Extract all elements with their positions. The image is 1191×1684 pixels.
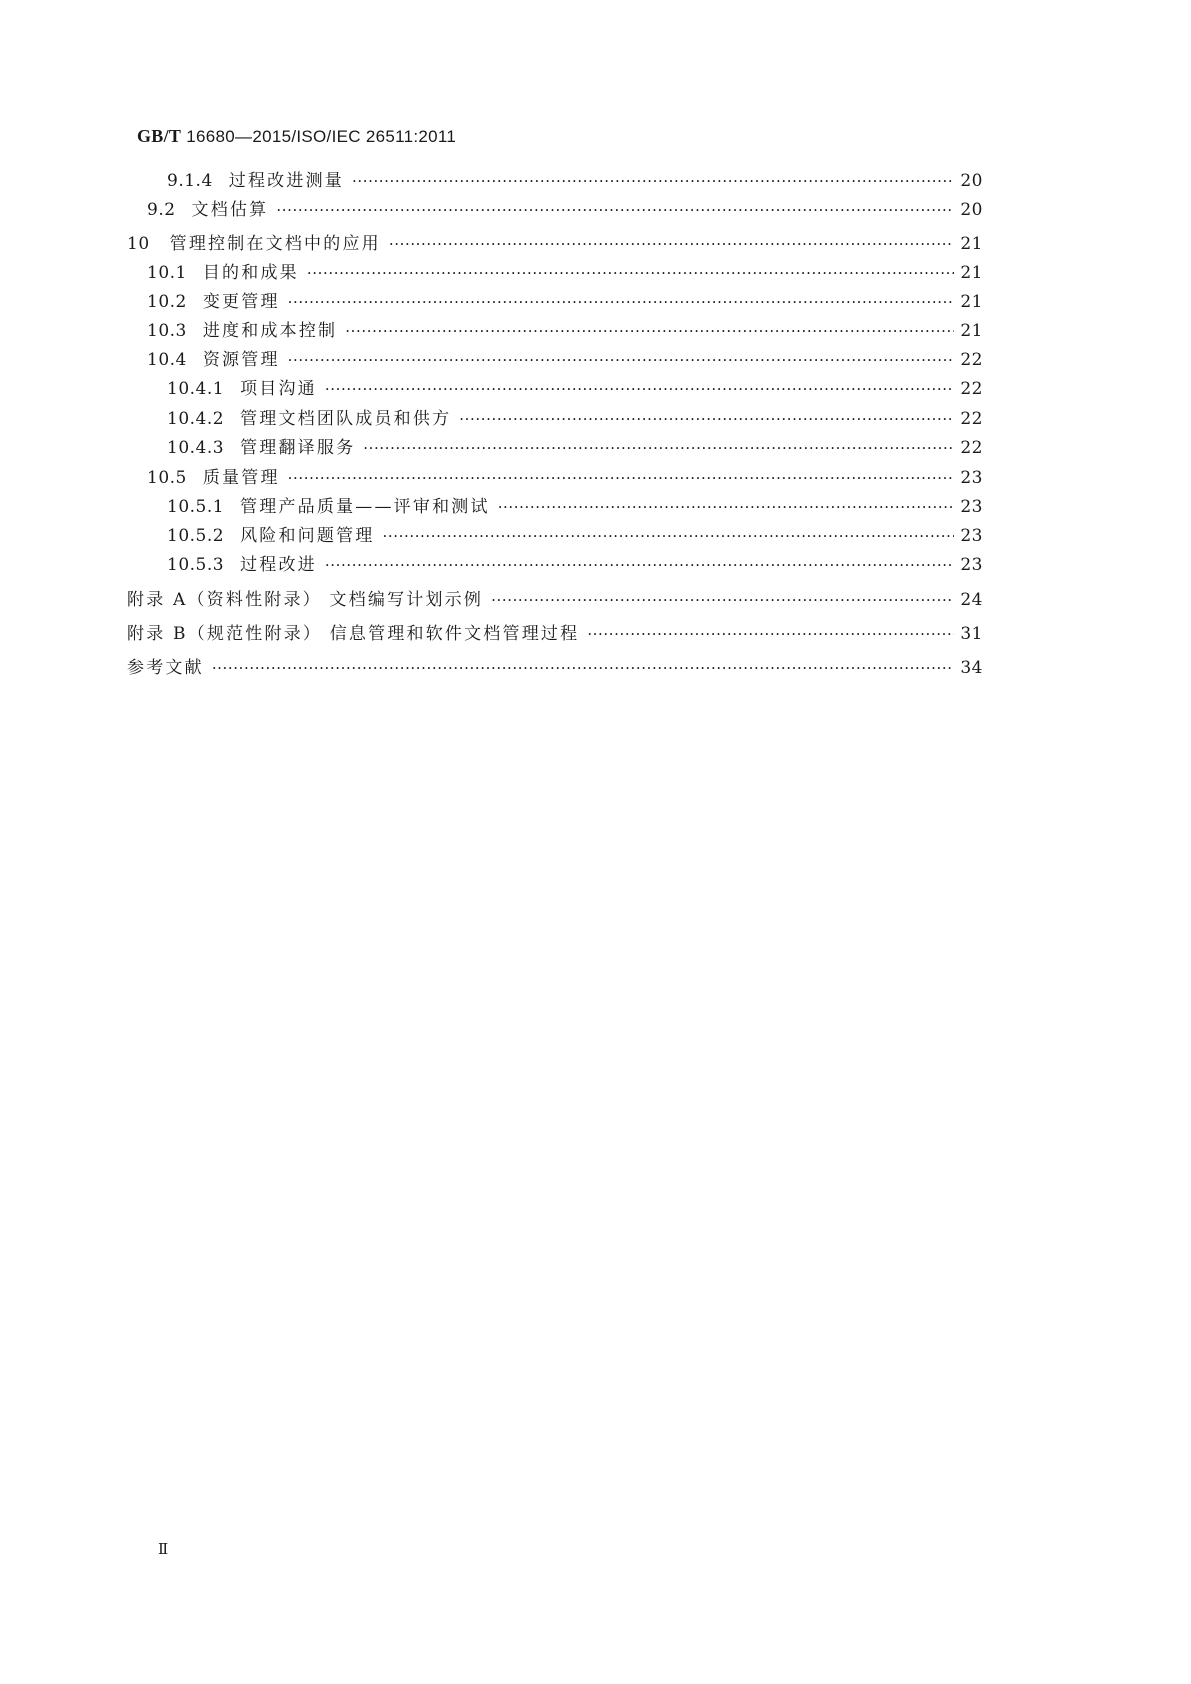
toc-entry-10-3[interactable] xyxy=(147,320,983,342)
toc-leader-dots xyxy=(498,496,955,518)
toc-entry-title: 质量管理 xyxy=(202,468,280,488)
toc-entry-page: 23 xyxy=(960,555,983,575)
standard-code: 16680—2015/ISO/IEC 26511:2011 xyxy=(186,127,457,146)
toc-entry-page: 20 xyxy=(960,200,983,220)
toc-entry-10-5-3[interactable] xyxy=(167,554,983,576)
toc-entry-page: 21 xyxy=(960,234,983,254)
toc-entry-10-4-2[interactable] xyxy=(167,408,983,430)
toc-entry-page: 22 xyxy=(960,379,983,399)
toc-entry-10-1[interactable] xyxy=(147,262,983,284)
toc-entry-title: 文档估算 xyxy=(191,200,269,220)
toc-entry-title: 管理翻译服务 xyxy=(240,438,356,458)
toc-entry-page: 24 xyxy=(960,590,983,610)
toc-entry-page: 23 xyxy=(960,468,983,488)
toc-entry-page: 31 xyxy=(960,624,983,644)
toc-entry-title: 管理控制在文档中的应用 xyxy=(169,234,381,254)
toc-entry-title: 过程改进 xyxy=(240,555,317,575)
toc-entry-10-4-1[interactable] xyxy=(167,378,983,400)
toc-leader-dots xyxy=(276,199,954,221)
toc-entry-10-5[interactable] xyxy=(147,467,983,489)
toc-entry-10-2[interactable] xyxy=(147,291,983,313)
toc-leader-dots xyxy=(288,349,955,371)
toc-leader-dots xyxy=(459,408,954,430)
toc-leader-dots xyxy=(288,291,955,313)
toc-entry-number: 10.5.1 xyxy=(167,497,225,517)
toc-entry-9-1-4[interactable] xyxy=(167,170,983,192)
toc-entry-bibliography[interactable] xyxy=(127,657,983,679)
toc-entry-page: 22 xyxy=(960,350,983,370)
toc-entry-number: 10.5.2 xyxy=(167,526,225,546)
toc-entry-number: 9.2 xyxy=(147,200,176,220)
toc-entry-title: 附录 A（资料性附录） 文档编写计划示例 xyxy=(127,590,484,610)
toc-entry-10-4[interactable] xyxy=(147,349,983,371)
toc-leader-dots xyxy=(389,233,955,255)
toc-entry-number: 10.3 xyxy=(147,321,187,341)
toc-entry-number: 9.1.4 xyxy=(167,171,213,191)
toc-entry-title: 风险和问题管理 xyxy=(240,526,375,546)
toc-entry-number: 10.5 xyxy=(147,468,187,488)
toc-leader-dots xyxy=(363,437,954,459)
toc-entry-title: 管理产品质量——评审和测试 xyxy=(240,497,490,517)
toc-leader-dots xyxy=(587,623,954,645)
toc-entry-title: 进度和成本控制 xyxy=(202,321,338,341)
toc-leader-dots xyxy=(325,378,954,400)
page-number: Ⅱ xyxy=(158,1542,169,1558)
toc-entry-number: 10.2 xyxy=(147,292,187,312)
toc-entry-page: 20 xyxy=(960,171,983,191)
toc-entry-title: 变更管理 xyxy=(202,292,280,312)
toc-leader-dots xyxy=(345,320,954,342)
toc-leader-dots xyxy=(325,554,954,576)
toc-entry-number: 10.4.1 xyxy=(167,379,225,399)
toc-leader-dots xyxy=(212,657,955,679)
toc-entry-annex-a[interactable] xyxy=(127,589,983,611)
toc-entry-page: 23 xyxy=(960,497,983,517)
toc-entry-page: 21 xyxy=(960,292,983,312)
toc-entry-page: 22 xyxy=(960,409,983,429)
toc-entry-number: 10.4 xyxy=(147,350,187,370)
toc-entry-title: 参考文献 xyxy=(127,658,204,678)
toc-entry-number: 10.5.3 xyxy=(167,555,225,575)
toc-entry-number: 10 xyxy=(127,234,150,254)
toc-leader-dots xyxy=(352,170,954,192)
toc-entry-10-5-1[interactable] xyxy=(167,496,983,518)
toc-entry-9-2[interactable] xyxy=(147,199,983,221)
toc-entry-number: 10.1 xyxy=(147,263,187,283)
standard-prefix: GB/T xyxy=(137,126,182,146)
toc-entry-number: 10.4.2 xyxy=(167,409,225,429)
toc-entry-10-4-3[interactable] xyxy=(167,437,983,459)
toc-entry-title: 过程改进测量 xyxy=(228,171,344,191)
toc-entry-title: 目的和成果 xyxy=(202,263,299,283)
toc-entry-10[interactable] xyxy=(127,233,983,255)
toc-entry-number: 10.4.3 xyxy=(167,438,225,458)
toc-leader-dots xyxy=(382,525,954,547)
toc-entry-title: 资源管理 xyxy=(202,350,280,370)
toc-entry-page: 23 xyxy=(960,526,983,546)
toc-entry-page: 21 xyxy=(960,321,983,341)
toc-entry-title: 附录 B（规范性附录） 信息管理和软件文档管理过程 xyxy=(127,624,580,644)
toc-entry-10-5-2[interactable] xyxy=(167,525,983,547)
toc-leader-dots xyxy=(491,589,954,611)
toc-entry-annex-b[interactable] xyxy=(127,623,983,645)
toc-leader-dots xyxy=(307,262,955,284)
toc-entry-title: 项目沟通 xyxy=(240,379,317,399)
toc-entry-title: 管理文档团队成员和供方 xyxy=(240,409,452,429)
toc-leader-dots xyxy=(288,467,955,489)
toc-entry-page: 21 xyxy=(960,263,983,283)
toc-entry-page: 34 xyxy=(960,658,983,678)
toc-entry-page: 22 xyxy=(960,438,983,458)
document-header xyxy=(137,126,456,147)
